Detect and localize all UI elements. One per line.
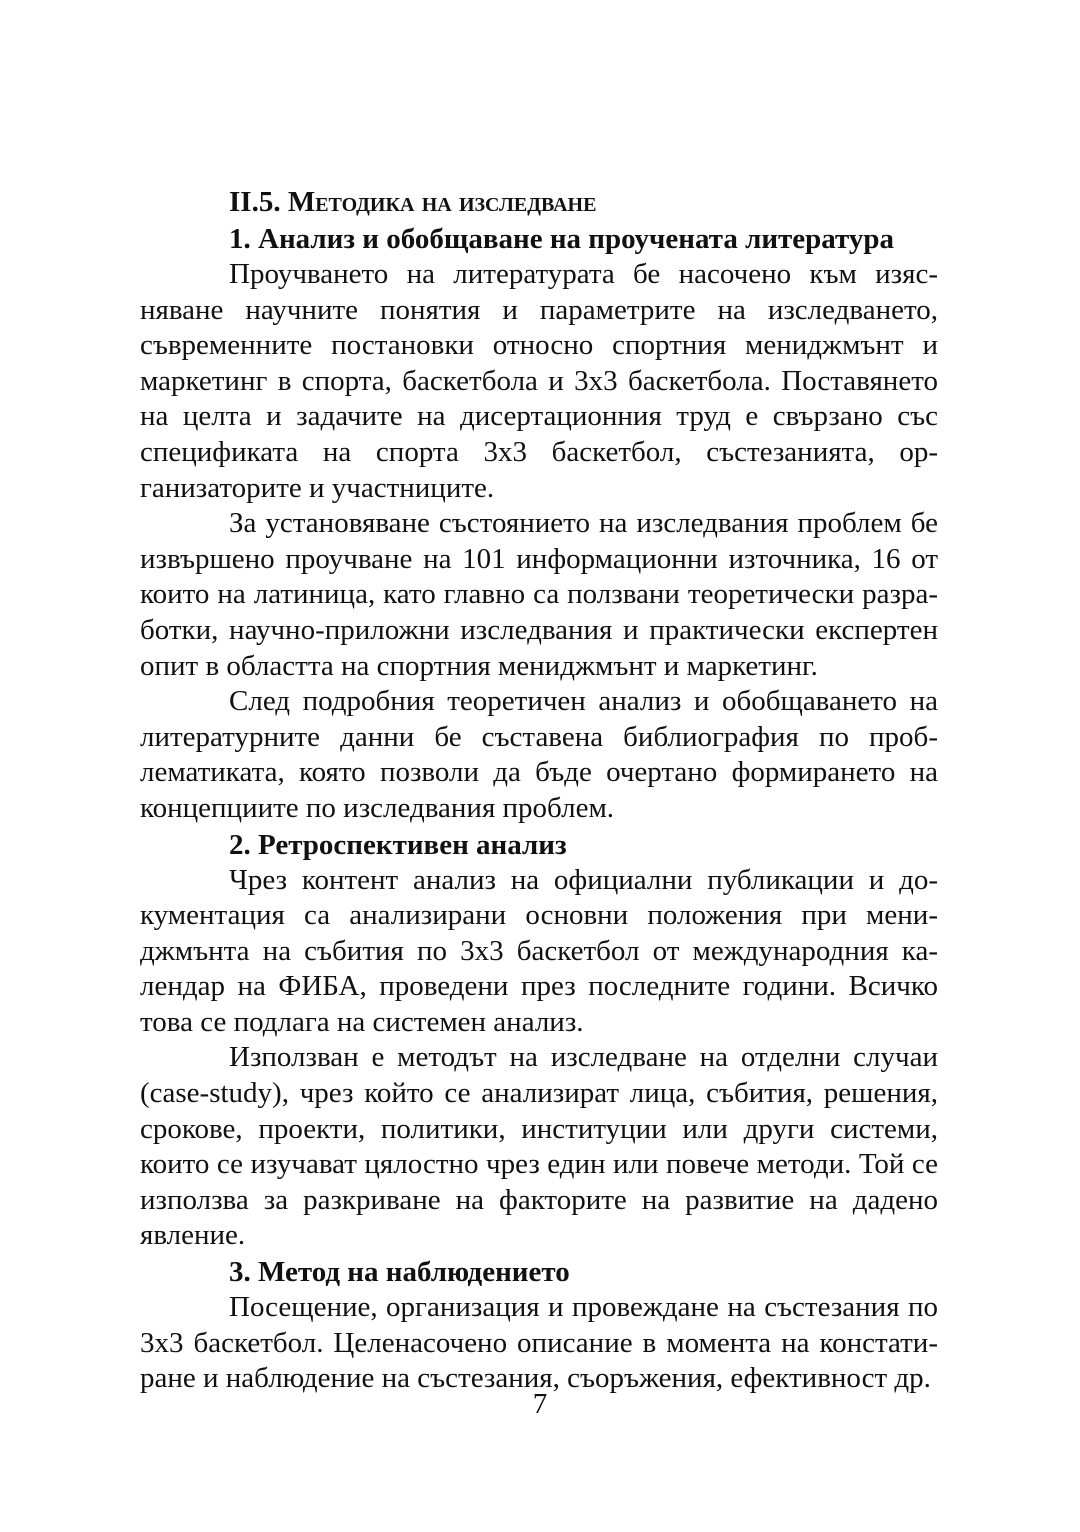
section-title-text: Методика на изследване [287, 186, 597, 218]
page-body [140, 183, 938, 1397]
paragraph: Чрез контент анализ на официални публикации и документация са анализирани основни положения при мениджмънта на събития по 3х3 баскетбол от международния календар на ФИБА, проведени през последните години. Всичко това се подлага на системен анализ. [140, 863, 938, 1038]
paragraph: За установяване състоянието на изследвания проблем бе извършено проучване на 101 информационни източника, 16 от които на латиница, като главно са ползвани теоретически разработки, научно-приложни изследвания и практически експертен опит в областта на спортния мениджмънт и маркетинг. [140, 507, 938, 682]
page-number: 7 [532, 1388, 548, 1420]
paragraph: След подробния теоретичен анализ и обобщаването на литературните данни бе съставена библиография по проблематиката, която позволи да бъде очертано формирането на концепциите по изследвания проблем. [140, 685, 938, 824]
paragraph: Използван е методът на изследване на отделни случаи (case-study), чрез който се анализират лица, събития, решения, срокове, проекти, политики, институции или други системи, които се изучават цялостно чрез един или повече методи. Той се използва за разкриване на факторите на развитие на дадено явление. [140, 1041, 938, 1252]
paragraph: Проучването на литературата бе насочено към изясняване научните понятия и параметрите на изследването, съвременните постановки относно спортния мениджмънт и маркетинг в спорта, баскетбола и 3х3 баскетбола. Поставянето на целта и задачите на дисертационния труд е свързано със спецификата на спорта 3х3 баскетбол, състезанията, организаторите и участниците. [140, 258, 938, 504]
subsection-heading-3: 3. Метод на наблюдението [229, 1256, 570, 1289]
subsection-heading-2: 2. Ретроспективен анализ [229, 828, 567, 861]
paragraph: Посещение, организация и провеждане на състезания по 3х3 баскетбол. Целенасочено описание в момента на констатиране и наблюдение на състезания, съоръжения, ефективност др. [140, 1291, 938, 1395]
section-number: II.5. [229, 186, 281, 218]
section-title [229, 183, 938, 221]
subsection-heading-1: 1. Анализ и обобщаване на проучената литература [229, 223, 895, 255]
